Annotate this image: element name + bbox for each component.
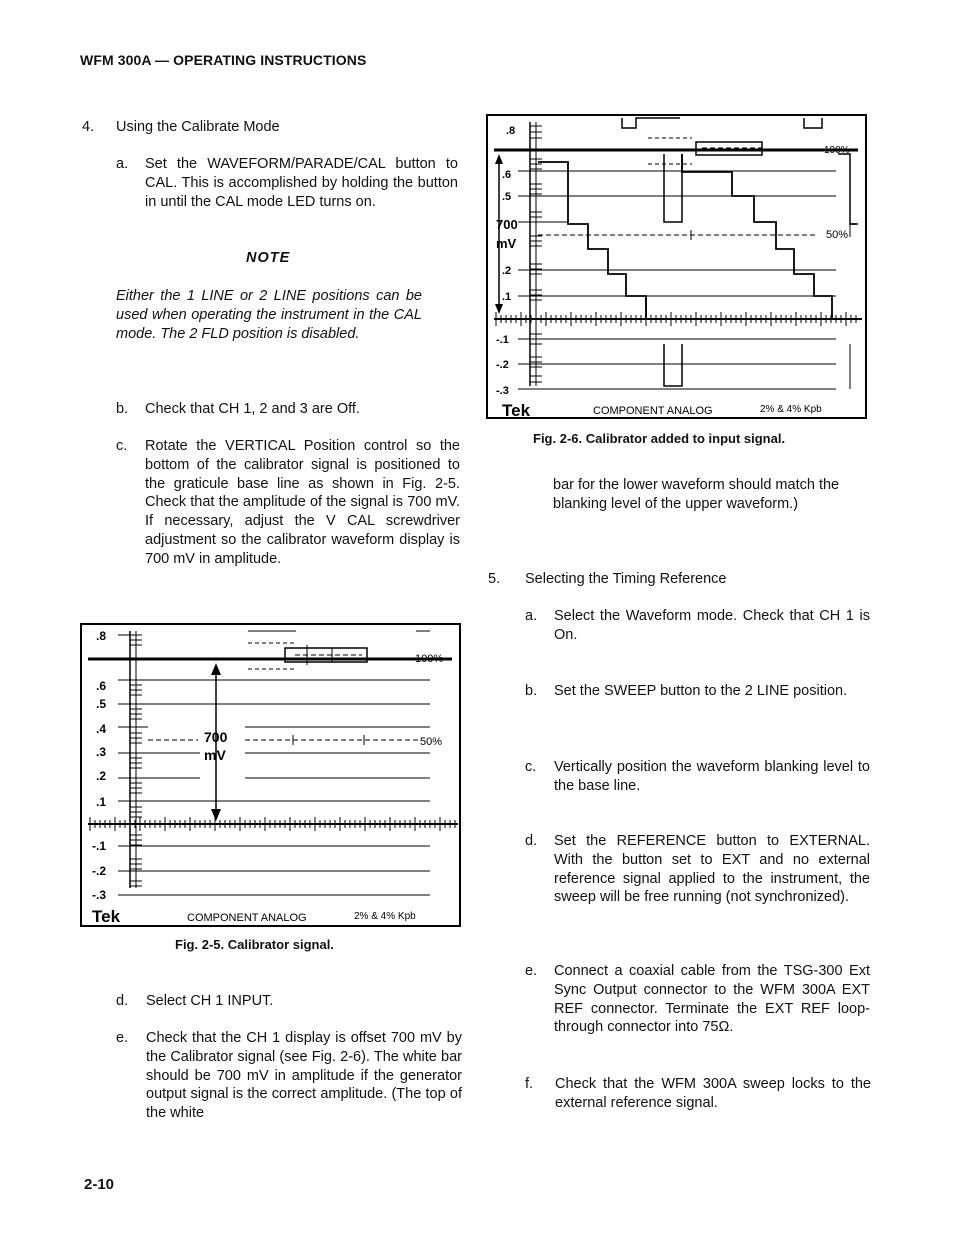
scale-label: .8 [96,629,107,643]
scale-label: .5 [96,697,107,711]
figure-2-6-caption: Fig. 2-6. Calibrator added to input signal. [533,431,786,446]
step-4e-continuation: bar for the lower waveform should match the blanking level of the upper waveform.) [553,477,840,512]
scale-label: .2 [502,265,512,277]
brand-logo: Tek [92,907,121,926]
scale-label: .4 [96,722,107,736]
amplitude-unit: mV [204,747,226,763]
scale-label: .6 [96,679,107,693]
step-5e-text: Connect a coaxial cable from the TSG-300 Ext Sync Output connector to the WFM 300A EXT REF connector. Terminate the EXT REF loop-through connector into 75Ω. [554,963,870,1036]
page-number: 2-10 [84,1176,115,1193]
step-4c-text: Rotate the VERTICAL Position control so the bottom of the calibrator signal is positioned to the graticule base line as shown in Fig. 2-5. Check that the amplitude of the signal is 700 mV. If necessary, adjust the V CAL screwdriver adjustment so the calibrator waveform display is 700 mV in amplitude. [145,438,460,567]
footer-label: COMPONENT ANALOG [187,912,307,924]
step-4a-label: a. [116,156,129,172]
scale-label: .6 [502,169,512,181]
step-4b-text: Check that CH 1, 2 and 3 are Off. [145,401,360,417]
step-4c-label: c. [116,438,128,454]
footer-label: COMPONENT ANALOG [593,405,713,417]
figure-2-5-caption: Fig. 2-5. Calibrator signal. [175,937,334,952]
step-5b-text: Set the SWEEP button to the 2 LINE position. [554,683,848,699]
step-4b-label: b. [116,401,129,417]
step-5d-label: d. [525,833,538,849]
step-4a-text: Set the WAVEFORM/PARADE/CAL button to CAL. This is accomplished by holding the button in until the CAL mode LED turns on. [145,156,458,210]
label-50-percent: 50% [420,736,443,748]
label-100-percent: 100% [415,653,444,665]
scale-label: -.2 [496,359,509,371]
note-text: Either the 1 LINE or 2 LINE positions can be used when operating the instrument in the CAL mode. The 2 FLD position is disabled. [116,288,422,342]
step-4-number: 4. [82,119,95,135]
step-5f-text: Check that the WFM 300A sweep locks to the external reference signal. [555,1076,871,1111]
label-100-percent: 100% [824,145,850,156]
running-header: WFM 300A — OPERATING INSTRUCTIONS [80,52,367,68]
scale-label: -.1 [92,839,107,853]
scale-label: .8 [506,125,516,137]
step-5c-label: c. [525,759,537,775]
kpb-label: 2% & 4% Kpb [760,404,822,415]
figure-2-6-graticule [486,114,868,420]
step-4e-text: Check that the CH 1 display is offset 700 mV by the Calibrator signal (see Fig. 2-6). The white bar should be 700 mV in amplitude if the generator output signal is the correct amplitude. (The top of the white [146,1030,462,1122]
step-5-title: Selecting the Timing Reference [525,571,727,587]
note-title: NOTE [246,250,291,266]
step-5c-text: Vertically position the waveform blanking level to the base line. [554,759,870,794]
step-5b-label: b. [525,683,538,699]
step-5f-label: f. [525,1076,534,1092]
label-50-percent: 50% [826,229,849,241]
step-5a-text: Select the Waveform mode. Check that CH 1 is On. [554,608,870,643]
step-4-title: Using the Calibrate Mode [116,119,280,135]
step-5d-text: Set the REFERENCE button to EXTERNAL. With the button set to EXT and no external reference signal applied to the instrument, the sweep will be free running (not synchronized). [554,833,870,906]
step-5-number: 5. [488,571,501,587]
step-5a-label: a. [525,608,538,624]
amplitude-value: 700 [204,729,228,745]
step-4e-label: e. [116,1030,129,1046]
scale-label: -.2 [92,864,107,878]
amplitude-value: 700 [496,217,518,232]
step-4d-text: Select CH 1 INPUT. [146,993,274,1009]
figure-2-5-graticule [80,623,462,928]
scale-label: .1 [96,795,107,809]
scale-label: .2 [96,769,107,783]
scale-label: .3 [96,745,107,759]
step-4d-label: d. [116,993,129,1009]
scale-label: -.3 [92,888,107,902]
kpb-label: 2% & 4% Kpb [354,911,416,922]
scale-label: .1 [502,291,512,303]
step-5e-label: e. [525,963,538,979]
scale-label: -.1 [496,334,509,346]
scale-label: -.3 [496,385,509,397]
brand-logo: Tek [502,401,531,420]
amplitude-unit: mV [496,236,517,251]
scale-label: .5 [502,191,512,203]
